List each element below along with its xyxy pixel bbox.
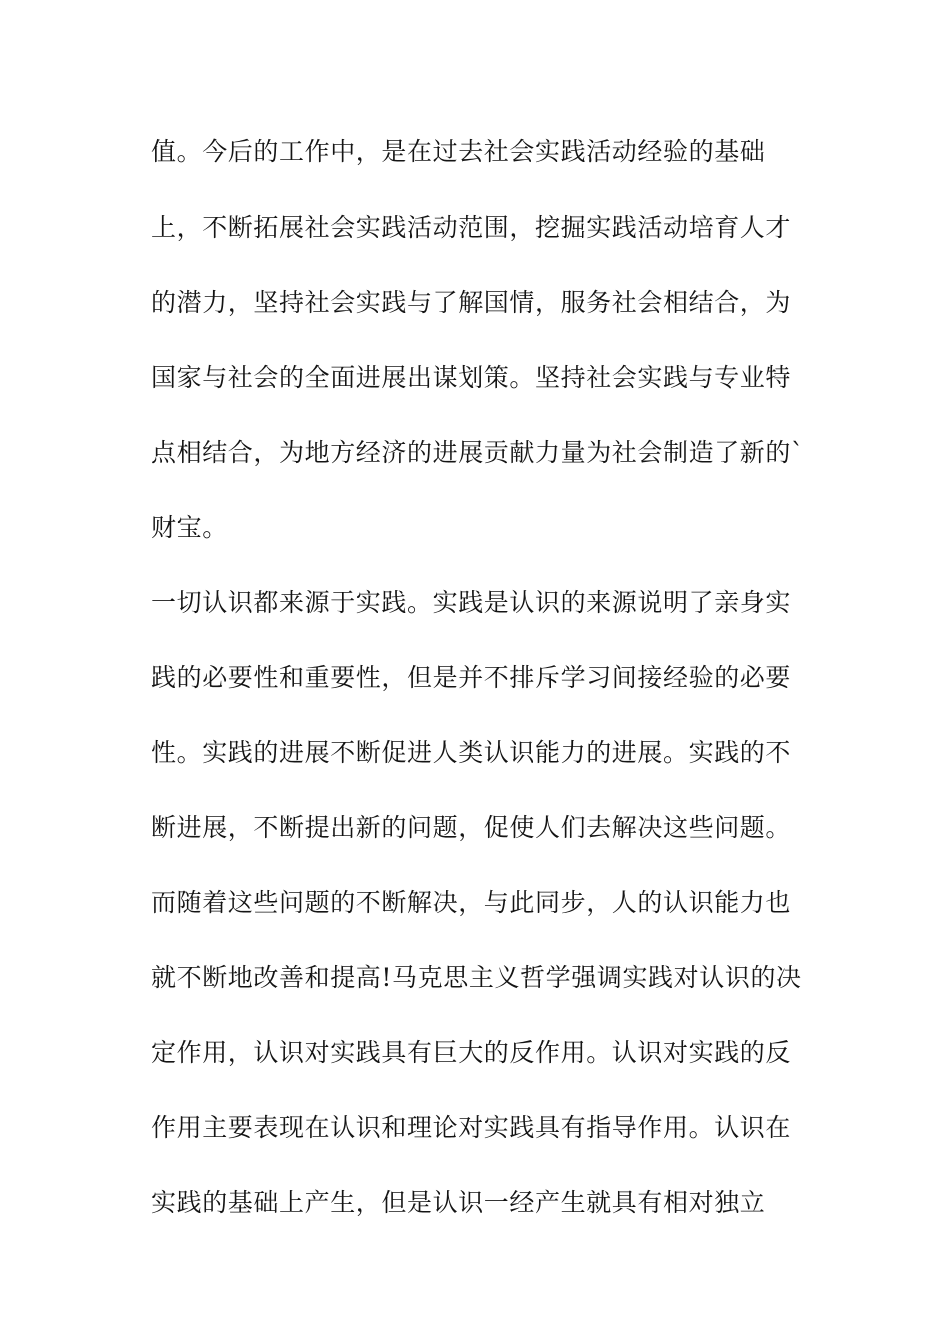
paragraph-line: 就不断地改善和提高!马克思主义哲学强调实践对认识的决 bbox=[151, 963, 802, 992]
paragraph-line: 践的必要性和重要性，但是并不排斥学习间接经验的必要 bbox=[151, 663, 792, 692]
paragraph-line: 断进展，不断提出新的问题，促使人们去解决这些问题。 bbox=[151, 813, 792, 842]
paragraph-line: 一切认识都来源于实践。实践是认识的来源说明了亲身实 bbox=[151, 588, 792, 617]
paragraph-line: 的潜力，坚持社会实践与了解国情，服务社会相结合，为 bbox=[151, 288, 792, 317]
paragraph-line: 而随着这些问题的不断解决，与此同步，人的认识能力也 bbox=[151, 888, 792, 917]
paragraph-line: 定作用，认识对实践具有巨大的反作用。认识对实践的反 bbox=[151, 1038, 792, 1067]
paragraph-line: 值。今后的工作中，是在过去社会实践活动经验的基础 bbox=[151, 137, 766, 166]
paragraph-line: 实践的基础上产生，但是认识一经产生就具有相对独立 bbox=[151, 1188, 766, 1217]
paragraph-line: 国家与社会的全面进展出谋划策。坚持社会实践与专业特 bbox=[151, 363, 792, 392]
paragraph-line: 上，不断拓展社会实践活动范围，挖掘实践活动培育人才 bbox=[151, 213, 792, 242]
paragraph-line: 性。实践的进展不断促进人类认识能力的进展。实践的不 bbox=[151, 738, 792, 767]
paragraph-line: 财宝。 bbox=[151, 513, 228, 542]
paragraph-line: 点相结合，为地方经济的进展贡献力量为社会制造了新的` bbox=[151, 438, 805, 467]
paragraph-line: 作用主要表现在认识和理论对实践具有指导作用。认识在 bbox=[151, 1113, 792, 1142]
